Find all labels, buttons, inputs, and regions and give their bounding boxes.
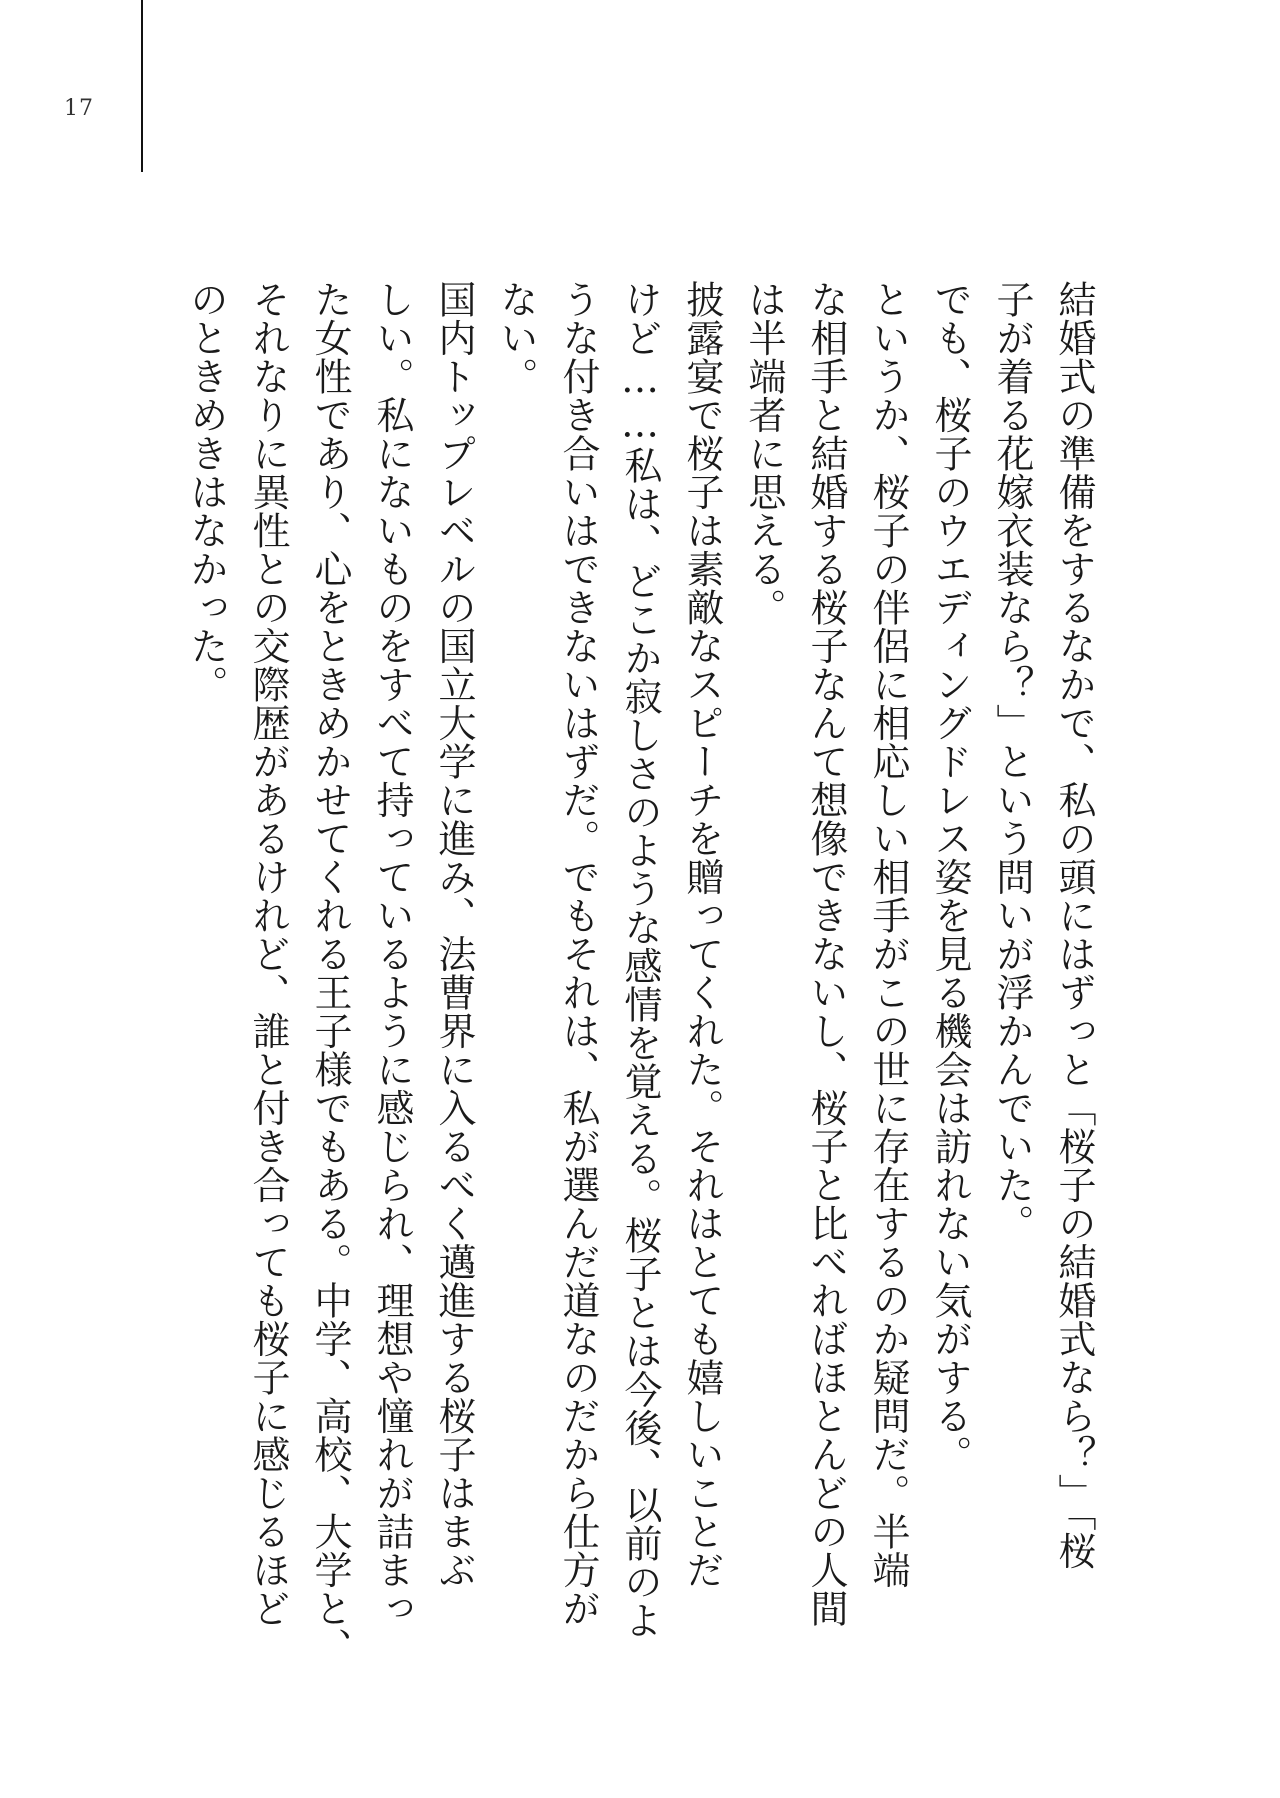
text-line: は半端者に思える。: [742, 280, 786, 627]
text-line: ない。: [494, 280, 538, 396]
body-text: [165, 280, 1105, 1720]
margin-rule: [141, 0, 143, 172]
text-line: でも、桜子のウエディングドレス姿を見る機会は訪れない気がする。: [928, 280, 972, 1474]
text-line: しい。私にないものをすべて持っているように感じられ、理想や憧れが詰まっ: [370, 280, 414, 1628]
text-line: うな付き合いはできないはずだ。でもそれは、私が選んだ道なのだから仕方が: [556, 280, 600, 1628]
text-line: それなりに異性との交際歴があるけれど、誰と付き合っても桜子に感じるほど: [246, 280, 290, 1628]
text-line: 結婚式の準備をするなかで、私の頭にはずっと「桜子の結婚式なら？」「桜: [1052, 280, 1096, 1570]
text-line: 国内トップレベルの国立大学に進み、法曹界に入るべく邁進する桜子はまぶ: [432, 280, 476, 1589]
text-line: な相手と結婚する桜子なんて想像できないし、桜子と比べればほとんどの人間: [804, 280, 848, 1628]
text-line: 子が着る花嫁衣装なら？」という問いが浮かんでいた。: [990, 280, 1034, 1243]
page-number: 17: [64, 96, 94, 121]
text-line: 披露宴で桜子は素敵なスピーチを贈ってくれた。それはとても嬉しいことだ: [680, 280, 724, 1589]
text-line: た女性であり、心をときめかせてくれる王子様でもある。中学、高校、大学と、: [308, 280, 352, 1666]
text-line: けど……私は、どこか寂しさのような感情を覚える。桜子とは今後、以前のよ: [618, 280, 662, 1640]
text-line: のときめきはなかった。: [184, 280, 228, 704]
text-line: というか、桜子の伴侶に相応しい相手がこの世に存在するのか疑問だ。半端: [866, 280, 910, 1589]
